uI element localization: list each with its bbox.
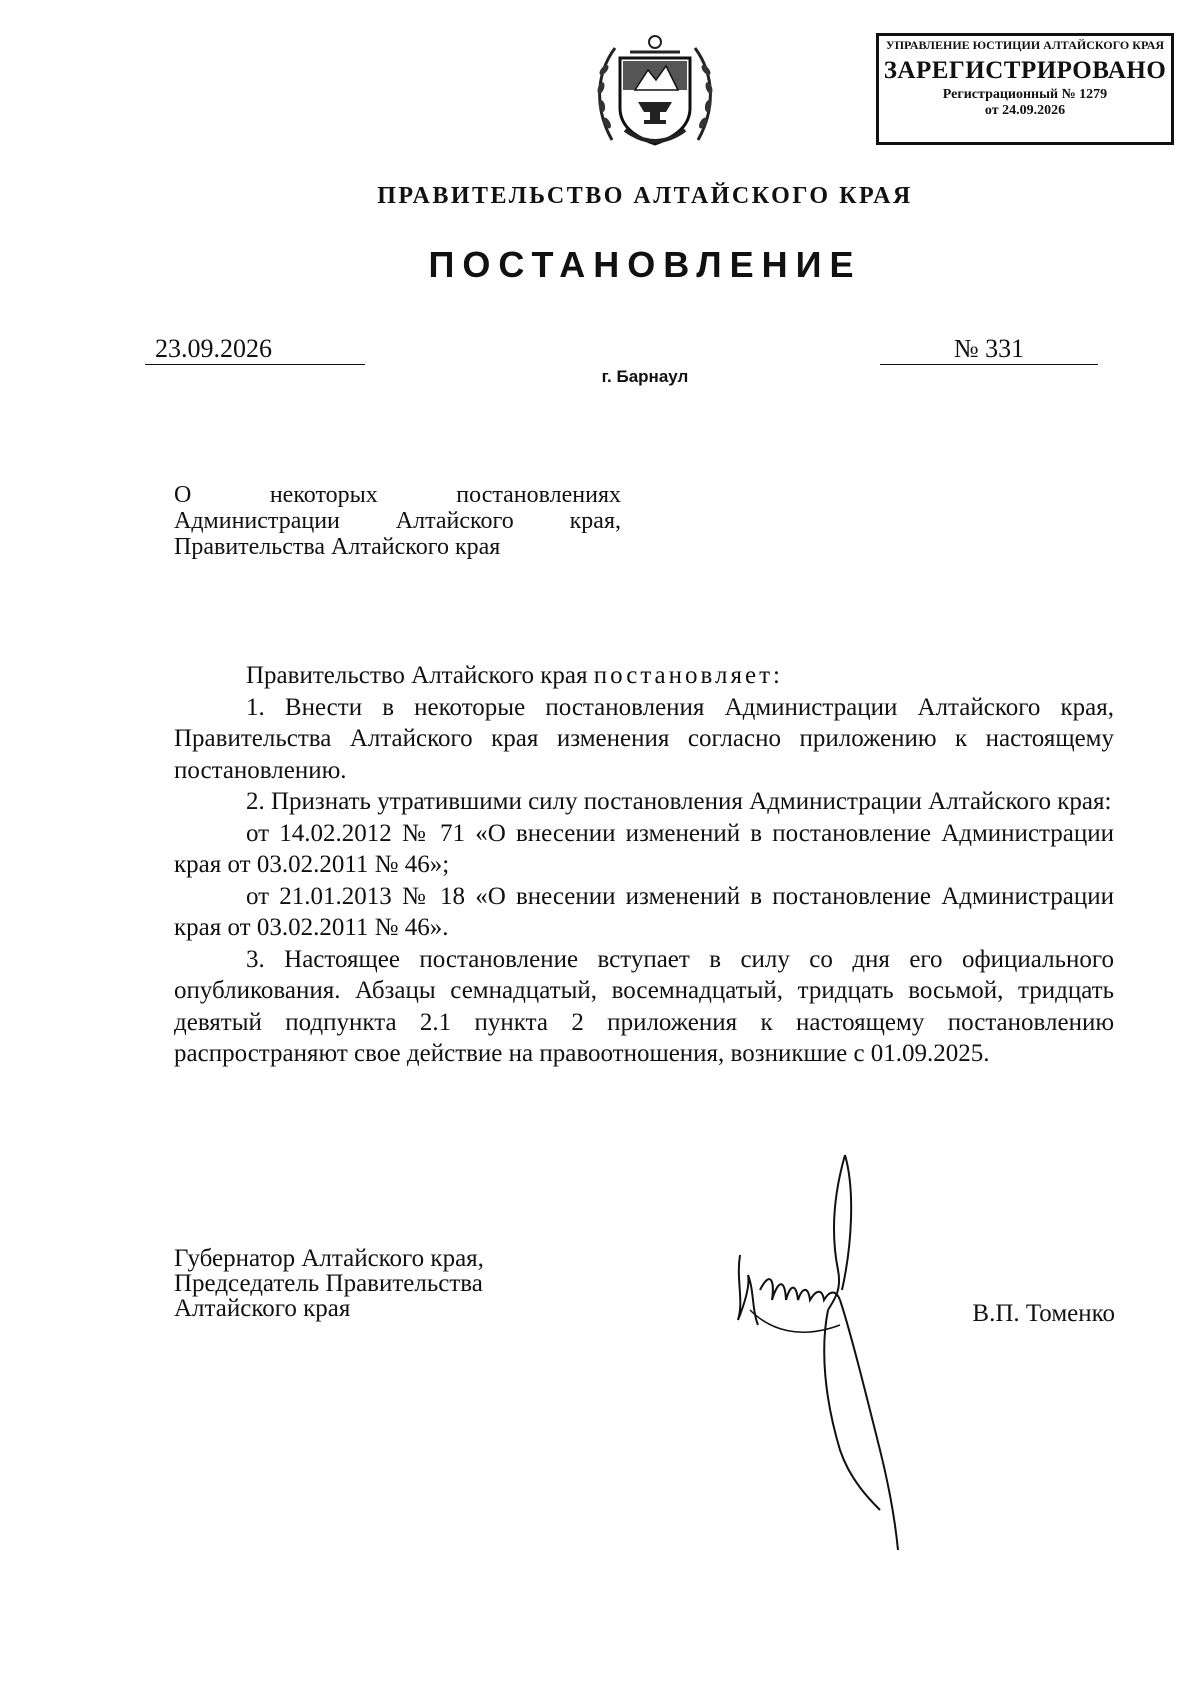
paragraph-1: 1. Внести в некоторые постановления Администрации Алтайского края, Правительства Алтайского края изменения согласно приложению к настоящему постановлению.	[174, 693, 1114, 784]
intro-verb: постановляет:	[593, 662, 783, 689]
signer-name: В.П. Томенко	[972, 1300, 1115, 1327]
document-type: ПОСТАНОВЛЕНИЕ	[428, 244, 862, 285]
stamp-registration-date: от 24.09.2026	[984, 103, 1066, 118]
paragraph-2: 2. Признать утратившими силу постановления Администрации Алтайского края:	[246, 788, 1112, 815]
document-body	[174, 660, 1114, 1070]
signer-position-line-2: Председатель Правительства	[174, 1270, 483, 1297]
document-city: г. Барнаул	[601, 367, 689, 386]
signer-position-line-1: Губернатор Алтайского края,	[174, 1245, 484, 1272]
stamp-title: ЗАРЕГИСТРИРОВАНО	[883, 57, 1167, 84]
paragraph-2-item-b: от 21.01.2013 № 18 «О внесении изменений в постановление Администрации края от 03.02.2011 № 46».	[174, 882, 1114, 941]
document-subject: О некоторых постановлениях Администрации Алтайского края, Правительства Алтайского края	[174, 482, 621, 560]
registration-stamp	[876, 33, 1174, 145]
intro-prefix: Правительство Алтайского края	[246, 662, 588, 689]
signer-position	[174, 1246, 594, 1321]
handwritten-signature	[730, 1150, 910, 1560]
stamp-registration-number: Регистрационный № 1279	[942, 87, 1108, 102]
document-date: 23.09.2026	[145, 334, 365, 365]
intro-paragraph	[174, 660, 1114, 692]
government-title: ПРАВИТЕЛЬСТВО АЛТАЙСКОГО КРАЯ	[377, 183, 913, 209]
document-number: № 331	[880, 334, 1098, 365]
paragraph-2-item-a: от 14.02.2012 № 71 «О внесении изменений в постановление Администрации края от 03.02.2011 № 46»;	[174, 819, 1114, 878]
paragraph-3: 3. Настоящее постановление вступает в силу со дня его официального опубликования. Абзацы семнадцатый, восемнадцатый, тридцать восьмой, тридцать девятый подпункта 2.1 пункта 2 приложения к настоящему постановлению распространяют свое действие на правоотношения, возникшие с 01.09.2025.	[174, 945, 1114, 1067]
stamp-authority: УПРАВЛЕНИЕ ЮСТИЦИИ АЛТАЙСКОГО КРАЯ	[885, 38, 1165, 52]
signer-position-line-3: Алтайского края	[174, 1295, 351, 1322]
coat-of-arms-emblem	[590, 30, 720, 155]
